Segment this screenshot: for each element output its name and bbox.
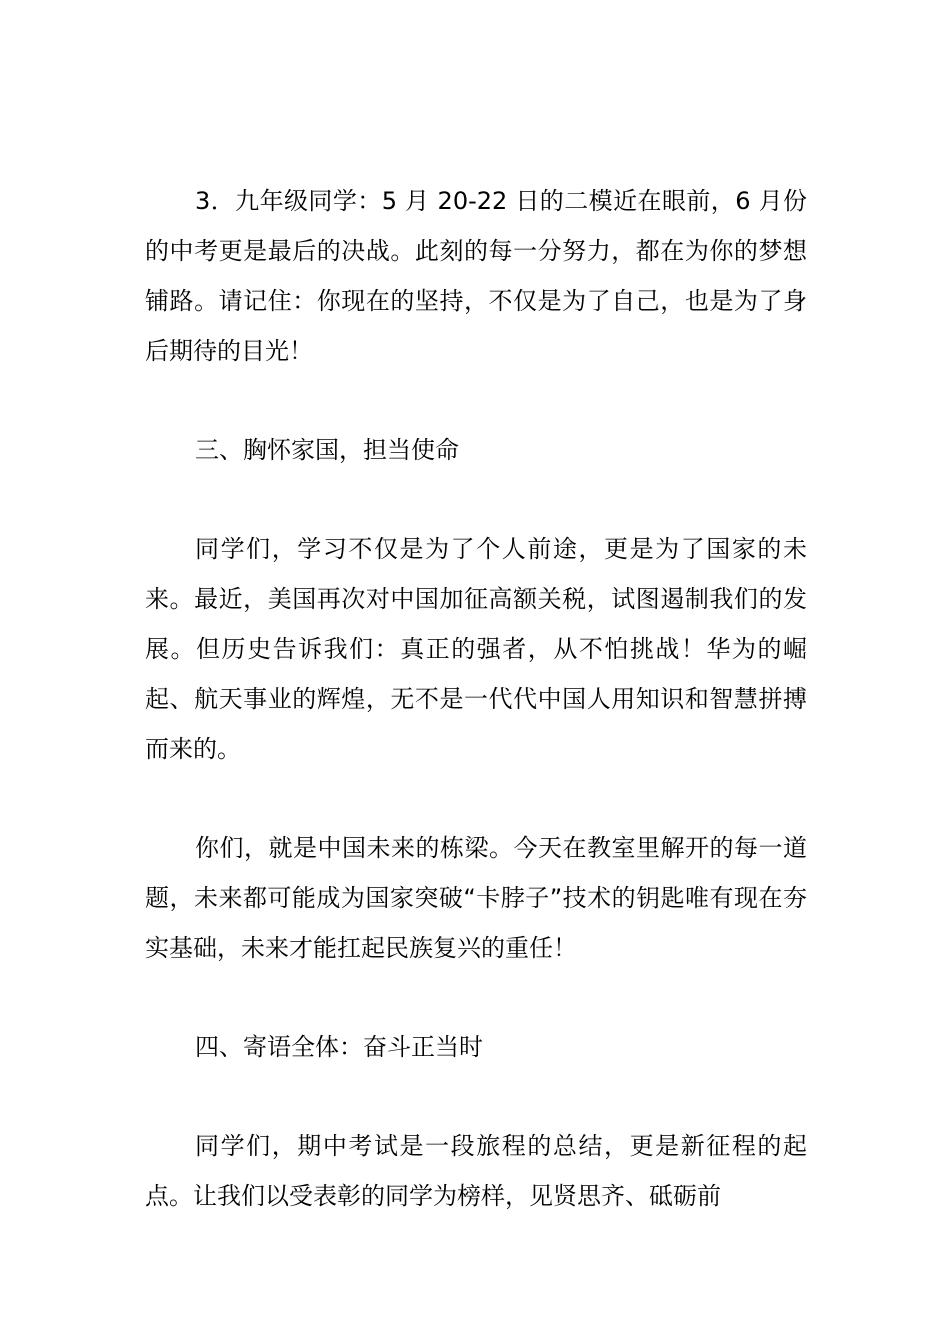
- paragraph-gap: [145, 774, 807, 823]
- document-body: [145, 176, 807, 1221]
- section-heading-4: 四、寄语全体：奋斗正当时: [195, 1033, 483, 1061]
- paragraph-grade9-message: 3．九年级同学：5 月 20-22 日的二模近在眼前，6 月份的中考更是最后的决战。此刻的每一分努力，都在为你的梦想铺路。请记住：你现在的坚持，不仅是为了自己，也是为了身后期待的目光！: [145, 187, 807, 365]
- paragraph-closing: 同学们，期中考试是一段旅程的总结，更是新征程的起点。让我们以受表彰的同学为榜样，见贤思齐、砥砺前: [145, 1132, 807, 1210]
- paragraph-gap: [145, 1072, 807, 1121]
- paragraph-gap: [145, 973, 807, 1022]
- paragraph-gap: [145, 475, 807, 524]
- paragraph-pillars: 你们，就是中国未来的栋梁。今天在教室里解开的每一道题，未来都可能成为国家突破“卡脖子”技术的钥匙唯有现在夯实基础，未来才能扛起民族复兴的重任！: [145, 834, 807, 962]
- paragraph-gap: [145, 376, 807, 425]
- section-heading-3: 三、胸怀家国，担当使命: [195, 436, 459, 464]
- paragraph-nation-future: 同学们，学习不仅是为了个人前途，更是为了国家的未来。最近，美国再次对中国加征高额关税，试图遏制我们的发展。但历史告诉我们：真正的强者，从不怕挑战！华为的崛起、航天事业的辉煌，无不是一代代中国人用知识和智慧拼搏而来的。: [145, 535, 807, 763]
